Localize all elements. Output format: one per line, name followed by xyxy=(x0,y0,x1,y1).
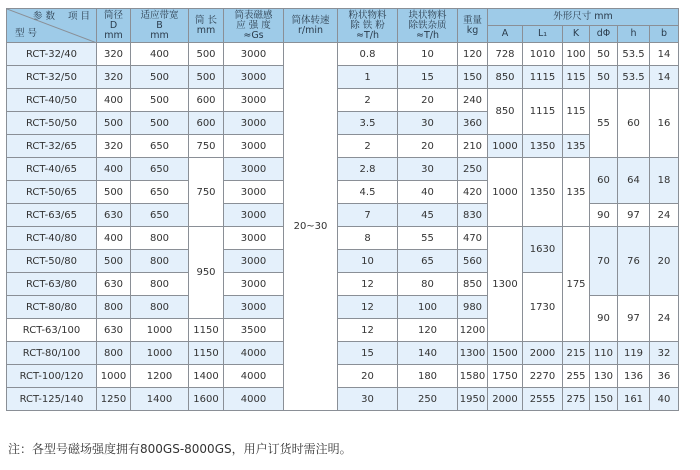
cell-powder-capacity: 3.5 xyxy=(338,112,398,135)
header-lump-capacity: 块状物料 除铁杂质 ≈T/h xyxy=(398,9,458,43)
cell-dim-h: 53.5 xyxy=(618,66,650,89)
cell-drum-dia: 630 xyxy=(97,273,131,296)
cell-surface-field: 3000 xyxy=(224,273,284,296)
cell-surface-field: 3000 xyxy=(224,135,284,158)
cell-drum-length: 1600 xyxy=(189,388,224,411)
cell-drum-dia: 500 xyxy=(97,181,131,204)
cell-dim-h: 161 xyxy=(618,388,650,411)
cell-belt-width: 1000 xyxy=(131,319,189,342)
cell-dim-b: 18 xyxy=(650,158,679,204)
cell-lump-capacity: 65 xyxy=(398,250,458,273)
cell-drum-length: 950 xyxy=(189,227,224,319)
cell-powder-capacity: 2 xyxy=(338,135,398,158)
cell-weight: 250 xyxy=(458,158,488,181)
cell-drum-dia: 500 xyxy=(97,112,131,135)
cell-belt-width: 500 xyxy=(131,112,189,135)
cell-model: RCT-63/80 xyxy=(7,273,97,296)
cell-dim-k: 135 xyxy=(563,135,590,158)
cell-dim-d: 70 xyxy=(590,227,618,296)
cell-dim-l1: 1010 xyxy=(523,43,563,66)
cell-dim-l1: 2270 xyxy=(523,365,563,388)
cell-belt-width: 800 xyxy=(131,250,189,273)
cell-weight: 120 xyxy=(458,43,488,66)
cell-powder-capacity: 2.8 xyxy=(338,158,398,181)
cell-dim-a: 850 xyxy=(488,89,523,135)
cell-belt-width: 800 xyxy=(131,296,189,319)
header-dim-b: b xyxy=(650,26,679,43)
cell-powder-capacity: 20 xyxy=(338,365,398,388)
cell-belt-width: 650 xyxy=(131,181,189,204)
cell-model: RCT-63/100 xyxy=(7,319,97,342)
cell-weight: 210 xyxy=(458,135,488,158)
cell-weight: 1580 xyxy=(458,365,488,388)
cell-surface-field: 3000 xyxy=(224,250,284,273)
cell-surface-field: 3000 xyxy=(224,112,284,135)
cell-surface-field: 3000 xyxy=(224,204,284,227)
cell-dim-h: 60 xyxy=(618,89,650,158)
cell-model: RCT-32/40 xyxy=(7,43,97,66)
cell-weight: 850 xyxy=(458,273,488,296)
cell-weight: 980 xyxy=(458,296,488,319)
cell-powder-capacity: 10 xyxy=(338,250,398,273)
cell-surface-field: 3000 xyxy=(224,158,284,181)
header-dim-l1: L₁ xyxy=(523,26,563,43)
cell-drum-dia: 500 xyxy=(97,250,131,273)
table-row xyxy=(7,342,679,365)
cell-drum-length: 1150 xyxy=(189,342,224,365)
cell-dim-b: 14 xyxy=(650,43,679,66)
cell-dim-l1: 1115 xyxy=(523,89,563,135)
cell-dim-k: 215 xyxy=(563,342,590,365)
cell-lump-capacity: 45 xyxy=(398,204,458,227)
cell-drum-dia: 1000 xyxy=(97,365,131,388)
cell-dim-k: 100 xyxy=(563,43,590,66)
cell-dim-d: 50 xyxy=(590,43,618,66)
header-dim-h: h xyxy=(618,26,650,43)
cell-dim-a: 850 xyxy=(488,66,523,89)
cell-belt-width: 800 xyxy=(131,273,189,296)
cell-dim-b: 32 xyxy=(650,342,679,365)
header-dim-k: K xyxy=(563,26,590,43)
cell-drum-dia: 320 xyxy=(97,43,131,66)
header-model-label: 型 号 xyxy=(15,28,38,39)
cell-dim-b: 24 xyxy=(650,296,679,342)
cell-dim-a: 1500 xyxy=(488,342,523,365)
cell-surface-field: 3500 xyxy=(224,319,284,342)
cell-dim-d: 130 xyxy=(590,365,618,388)
cell-drum-dia: 400 xyxy=(97,89,131,112)
cell-powder-capacity: 4.5 xyxy=(338,181,398,204)
cell-belt-width: 1200 xyxy=(131,365,189,388)
cell-drum-length: 1400 xyxy=(189,365,224,388)
cell-powder-capacity: 12 xyxy=(338,319,398,342)
cell-model: RCT-50/65 xyxy=(7,181,97,204)
spec-table-container xyxy=(6,8,679,411)
cell-dim-h: 97 xyxy=(618,204,650,227)
table-row xyxy=(7,89,679,112)
header-drum-speed: 筒体转速 r/min xyxy=(284,9,338,43)
cell-dim-h: 53.5 xyxy=(618,43,650,66)
cell-model: RCT-100/120 xyxy=(7,365,97,388)
cell-drum-speed-merged: 20~30 xyxy=(284,43,338,411)
cell-powder-capacity: 2 xyxy=(338,89,398,112)
cell-model: RCT-80/80 xyxy=(7,296,97,319)
cell-lump-capacity: 250 xyxy=(398,388,458,411)
cell-dim-h: 97 xyxy=(618,296,650,342)
header-weight: 重量 kg xyxy=(458,9,488,43)
cell-lump-capacity: 20 xyxy=(398,89,458,112)
cell-belt-width: 650 xyxy=(131,204,189,227)
cell-powder-capacity: 12 xyxy=(338,296,398,319)
table-row xyxy=(7,365,679,388)
cell-belt-width: 650 xyxy=(131,158,189,181)
cell-dim-a: 728 xyxy=(488,43,523,66)
cell-powder-capacity: 8 xyxy=(338,227,398,250)
cell-drum-length: 750 xyxy=(189,158,224,227)
cell-lump-capacity: 55 xyxy=(398,227,458,250)
table-row xyxy=(7,388,679,411)
cell-model: RCT-50/50 xyxy=(7,112,97,135)
cell-dim-b: 36 xyxy=(650,365,679,388)
cell-drum-dia: 630 xyxy=(97,319,131,342)
cell-drum-length: 500 xyxy=(189,43,224,66)
header-surface-field: 筒表磁感 应 强 度 ≈Gs xyxy=(224,9,284,43)
cell-dim-a: 1000 xyxy=(488,135,523,158)
cell-powder-capacity: 0.8 xyxy=(338,43,398,66)
cell-dim-k: 275 xyxy=(563,388,590,411)
cell-dim-l1: 1350 xyxy=(523,158,563,227)
cell-lump-capacity: 20 xyxy=(398,135,458,158)
cell-belt-width: 800 xyxy=(131,227,189,250)
cell-lump-capacity: 30 xyxy=(398,158,458,181)
cell-drum-dia: 320 xyxy=(97,66,131,89)
footnote: 注：各型号磁场强度拥有800GS-8000GS，用户订货时需注明。 xyxy=(8,442,352,456)
table-row xyxy=(7,66,679,89)
cell-drum-length: 600 xyxy=(189,89,224,112)
cell-dim-d: 50 xyxy=(590,66,618,89)
cell-dim-k: 115 xyxy=(563,89,590,135)
cell-lump-capacity: 180 xyxy=(398,365,458,388)
cell-dim-k: 175 xyxy=(563,227,590,342)
cell-drum-length: 1150 xyxy=(189,319,224,342)
cell-weight: 1300 xyxy=(458,342,488,365)
cell-lump-capacity: 40 xyxy=(398,181,458,204)
cell-dim-a: 1000 xyxy=(488,158,523,227)
cell-dim-l1: 1115 xyxy=(523,66,563,89)
cell-drum-dia: 400 xyxy=(97,158,131,181)
cell-powder-capacity: 30 xyxy=(338,388,398,411)
cell-dim-h: 136 xyxy=(618,365,650,388)
cell-dim-b: 16 xyxy=(650,89,679,158)
cell-drum-length: 600 xyxy=(189,112,224,135)
cell-dim-b: 40 xyxy=(650,388,679,411)
cell-lump-capacity: 120 xyxy=(398,319,458,342)
cell-belt-width: 1000 xyxy=(131,342,189,365)
cell-dim-h: 119 xyxy=(618,342,650,365)
cell-dim-k: 135 xyxy=(563,158,590,227)
cell-surface-field: 4000 xyxy=(224,365,284,388)
cell-surface-field: 3000 xyxy=(224,227,284,250)
cell-dim-b: 24 xyxy=(650,204,679,227)
header-corner-cell xyxy=(7,9,97,43)
cell-drum-dia: 800 xyxy=(97,296,131,319)
cell-weight: 240 xyxy=(458,89,488,112)
cell-surface-field: 4000 xyxy=(224,342,284,365)
cell-lump-capacity: 80 xyxy=(398,273,458,296)
cell-weight: 470 xyxy=(458,227,488,250)
cell-model: RCT-40/50 xyxy=(7,89,97,112)
cell-powder-capacity: 15 xyxy=(338,342,398,365)
header-param-label: 参 数 xyxy=(33,11,56,22)
cell-dim-d: 150 xyxy=(590,388,618,411)
cell-weight: 560 xyxy=(458,250,488,273)
cell-drum-dia: 800 xyxy=(97,342,131,365)
header-dims-title: 外形尺寸 mm xyxy=(488,9,679,26)
cell-dim-b: 14 xyxy=(650,66,679,89)
cell-powder-capacity: 1 xyxy=(338,66,398,89)
cell-weight: 360 xyxy=(458,112,488,135)
cell-surface-field: 4000 xyxy=(224,388,284,411)
cell-drum-dia: 400 xyxy=(97,227,131,250)
cell-lump-capacity: 100 xyxy=(398,296,458,319)
cell-model: RCT-32/65 xyxy=(7,135,97,158)
cell-dim-l1: 2555 xyxy=(523,388,563,411)
cell-dim-d: 55 xyxy=(590,89,618,158)
cell-lump-capacity: 10 xyxy=(398,43,458,66)
cell-dim-d: 110 xyxy=(590,342,618,365)
cell-model: RCT-80/100 xyxy=(7,342,97,365)
cell-model: RCT-32/50 xyxy=(7,66,97,89)
table-row xyxy=(7,135,679,158)
cell-dim-d: 60 xyxy=(590,158,618,204)
cell-dim-d: 90 xyxy=(590,204,618,227)
cell-model: RCT-50/80 xyxy=(7,250,97,273)
cell-lump-capacity: 15 xyxy=(398,66,458,89)
cell-drum-dia: 1250 xyxy=(97,388,131,411)
cell-dim-a: 1300 xyxy=(488,227,523,342)
cell-drum-length: 500 xyxy=(189,66,224,89)
header-item-label: 项 目 xyxy=(67,11,90,22)
cell-drum-length: 750 xyxy=(189,135,224,158)
cell-dim-k: 255 xyxy=(563,365,590,388)
cell-dim-h: 64 xyxy=(618,158,650,204)
cell-weight: 830 xyxy=(458,204,488,227)
cell-surface-field: 3000 xyxy=(224,89,284,112)
cell-dim-k: 115 xyxy=(563,66,590,89)
cell-powder-capacity: 7 xyxy=(338,204,398,227)
cell-dim-b: 20 xyxy=(650,227,679,296)
cell-dim-h: 76 xyxy=(618,227,650,296)
table-row xyxy=(7,158,679,181)
cell-powder-capacity: 12 xyxy=(338,273,398,296)
cell-model: RCT-40/80 xyxy=(7,227,97,250)
cell-dim-l1: 1630 xyxy=(523,227,563,273)
cell-weight: 150 xyxy=(458,66,488,89)
header-dim-d: dΦ xyxy=(590,26,618,43)
table-row xyxy=(7,43,679,66)
cell-belt-width: 500 xyxy=(131,66,189,89)
header-powder-capacity: 粉状物料 除 铁 粉 ≈T/h xyxy=(338,9,398,43)
cell-surface-field: 3000 xyxy=(224,296,284,319)
cell-weight: 1950 xyxy=(458,388,488,411)
cell-dim-a: 2000 xyxy=(488,388,523,411)
table-row xyxy=(7,227,679,250)
header-belt-width: 适应带宽 B mm xyxy=(131,9,189,43)
cell-dim-d: 90 xyxy=(590,296,618,342)
cell-model: RCT-63/65 xyxy=(7,204,97,227)
cell-dim-l1: 1350 xyxy=(523,135,563,158)
cell-dim-l1: 1730 xyxy=(523,273,563,342)
cell-model: RCT-125/140 xyxy=(7,388,97,411)
cell-lump-capacity: 30 xyxy=(398,112,458,135)
spec-table xyxy=(6,8,679,411)
cell-lump-capacity: 140 xyxy=(398,342,458,365)
cell-surface-field: 3000 xyxy=(224,66,284,89)
cell-belt-width: 400 xyxy=(131,43,189,66)
cell-dim-l1: 2000 xyxy=(523,342,563,365)
cell-dim-a: 1750 xyxy=(488,365,523,388)
header-drum-length: 筒 长 mm xyxy=(189,9,224,43)
cell-weight: 1200 xyxy=(458,319,488,342)
cell-belt-width: 1400 xyxy=(131,388,189,411)
cell-surface-field: 3000 xyxy=(224,181,284,204)
cell-belt-width: 500 xyxy=(131,89,189,112)
cell-model: RCT-40/65 xyxy=(7,158,97,181)
header-drum-dia: 筒径 D mm xyxy=(97,9,131,43)
header-dim-a: A xyxy=(488,26,523,43)
cell-drum-dia: 320 xyxy=(97,135,131,158)
cell-weight: 420 xyxy=(458,181,488,204)
cell-surface-field: 3000 xyxy=(224,43,284,66)
cell-drum-dia: 630 xyxy=(97,204,131,227)
cell-belt-width: 650 xyxy=(131,135,189,158)
